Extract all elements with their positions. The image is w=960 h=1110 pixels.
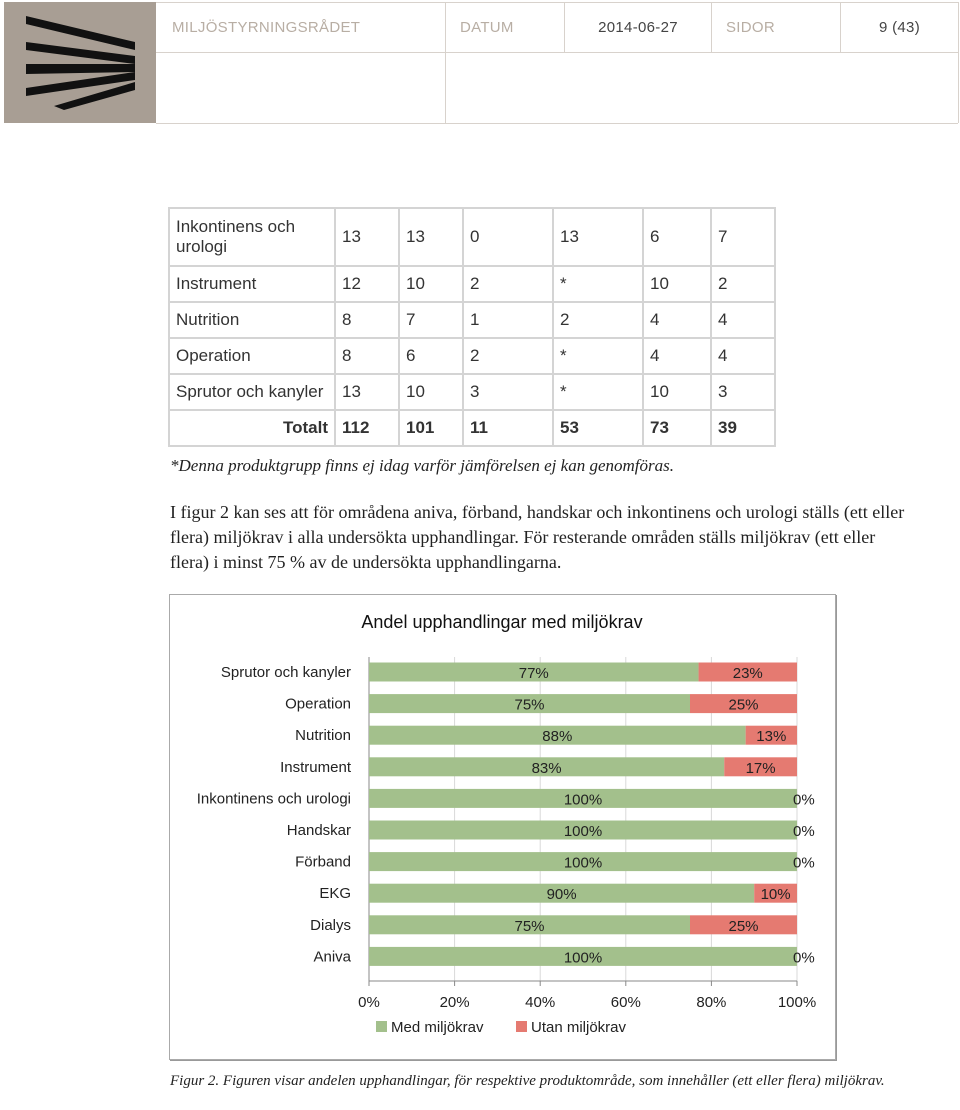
pages-value: 9 (43) (879, 18, 920, 36)
body-paragraph (170, 500, 915, 575)
total-label: Totalt (169, 410, 335, 446)
table-cell: 2 (553, 302, 643, 338)
page-header (4, 2, 958, 124)
table-cell: 8 (335, 338, 399, 374)
stacked-bar-chart (169, 594, 836, 1060)
row-label: Sprutor och kanyler (169, 374, 335, 410)
table-cell: 3 (711, 374, 775, 410)
row-label: Instrument (169, 266, 335, 302)
data-label: 25% (728, 696, 759, 714)
data-label: 100% (563, 854, 603, 872)
legend-label: Utan miljökrav (531, 1019, 627, 1036)
table-cell: 6 (643, 208, 711, 266)
table-cell: 6 (399, 338, 463, 374)
table-cell: 7 (399, 302, 463, 338)
table-cell: 3 (463, 374, 553, 410)
legend-label: Med miljökrav (391, 1019, 484, 1036)
category-label: EKG (319, 885, 351, 903)
total-cell: 39 (711, 410, 775, 446)
total-cell: 73 (643, 410, 711, 446)
table-row (169, 302, 775, 338)
table-cell: * (553, 266, 643, 302)
table-cell: 2 (711, 266, 775, 302)
data-label: 88% (542, 728, 573, 746)
x-tick-label: 100% (777, 994, 817, 1011)
total-cell: 101 (399, 410, 463, 446)
table-cell: 4 (643, 338, 711, 374)
x-tick-label: 80% (696, 994, 727, 1011)
category-label: Operation (285, 695, 351, 713)
total-cell: 11 (463, 410, 553, 446)
table-total-row (169, 410, 775, 446)
table-row (169, 338, 775, 374)
table-cell: 13 (335, 208, 399, 266)
table-cell: 2 (463, 266, 553, 302)
table-row (169, 374, 775, 410)
table-row (169, 208, 775, 266)
table-cell: 2 (463, 338, 553, 374)
data-label: 90% (546, 886, 577, 904)
x-tick-label: 20% (439, 994, 470, 1011)
data-label: 75% (514, 917, 545, 935)
table-cell: 1 (463, 302, 553, 338)
data-label: 17% (745, 759, 776, 777)
table-cell: 4 (643, 302, 711, 338)
category-label: Handskar (286, 822, 351, 839)
category-label: Inkontinens och urologi (196, 790, 351, 808)
data-label: 100% (563, 823, 603, 840)
legend-swatch-med (376, 1021, 387, 1032)
legend-swatch-utan (516, 1021, 527, 1032)
data-label: 83% (531, 759, 562, 777)
table-cell: 8 (335, 302, 399, 338)
table-cell: 12 (335, 266, 399, 302)
table-cell: 7 (711, 208, 775, 266)
paragraph-text: I figur 2 kan ses att för områdena aniva, förband, handskar och inkontinens och urologi ställs (ett eller flera) miljökrav i alla undersökta upphandlingar. För resterande områden ställs miljökrav (ett eller flera) i minst 75 % av de undersökta upphandlingarna. (170, 502, 905, 572)
table-cell: * (553, 338, 643, 374)
table-cell: 10 (643, 266, 711, 302)
data-label: 25% (728, 917, 759, 935)
pages-label: SIDOR (726, 18, 776, 36)
figure-caption: Figur 2. Figuren visar andelen upphandlingar, för respektive produktområde, som innehåller (ett eller flera) miljökrav. (170, 1073, 885, 1089)
table-cell: 10 (643, 374, 711, 410)
row-label: Operation (169, 338, 335, 374)
table-cell: * (553, 374, 643, 410)
category-label: Sprutor och kanyler (220, 664, 351, 681)
data-label: 100% (563, 791, 603, 809)
table-cell: 13 (553, 208, 643, 266)
data-label: 0% (793, 791, 815, 809)
table-cell: 13 (335, 374, 399, 410)
chart-svg (170, 595, 835, 1059)
category-label: Instrument (280, 758, 351, 776)
category-label: Nutrition (295, 727, 351, 745)
row-label: Nutrition (169, 302, 335, 338)
category-label: Dialys (310, 916, 351, 934)
data-label: 10% (760, 886, 791, 904)
data-label: 0% (793, 949, 815, 967)
row-label: Inkontinens och urologi (169, 208, 335, 266)
data-label: 13% (756, 728, 787, 746)
table-cell: 4 (711, 302, 775, 338)
date-value: 2014-06-27 (598, 18, 678, 36)
table-cell: 0 (463, 208, 553, 266)
category-label: Förband (295, 853, 351, 871)
table-cell: 4 (711, 338, 775, 374)
procurement-table (168, 207, 776, 447)
date-label: DATUM (460, 18, 514, 36)
table-cell: 13 (399, 208, 463, 266)
data-label: 77% (518, 665, 549, 682)
total-cell: 53 (553, 410, 643, 446)
data-label: 0% (793, 854, 815, 872)
table-cell: 10 (399, 374, 463, 410)
table-cell: 10 (399, 266, 463, 302)
category-label: Aniva (313, 948, 351, 966)
data-label: 100% (563, 949, 603, 967)
x-tick-label: 40% (525, 994, 556, 1011)
chart-title: Andel upphandlingar med miljökrav (361, 612, 643, 632)
data-label: 75% (514, 696, 545, 714)
total-cell: 112 (335, 410, 399, 446)
x-tick-label: 0% (358, 994, 380, 1011)
table-row (169, 266, 775, 302)
data-label: 23% (732, 665, 763, 682)
agency-logo-icon (4, 2, 156, 123)
table-footnote: *Denna produktgrupp finns ej idag varför jämförelsen ej kan genomföras. (170, 456, 674, 475)
data-label: 0% (793, 823, 815, 840)
org-name: MILJÖSTYRNINGSRÅDET (172, 18, 361, 36)
x-tick-label: 60% (610, 994, 641, 1011)
